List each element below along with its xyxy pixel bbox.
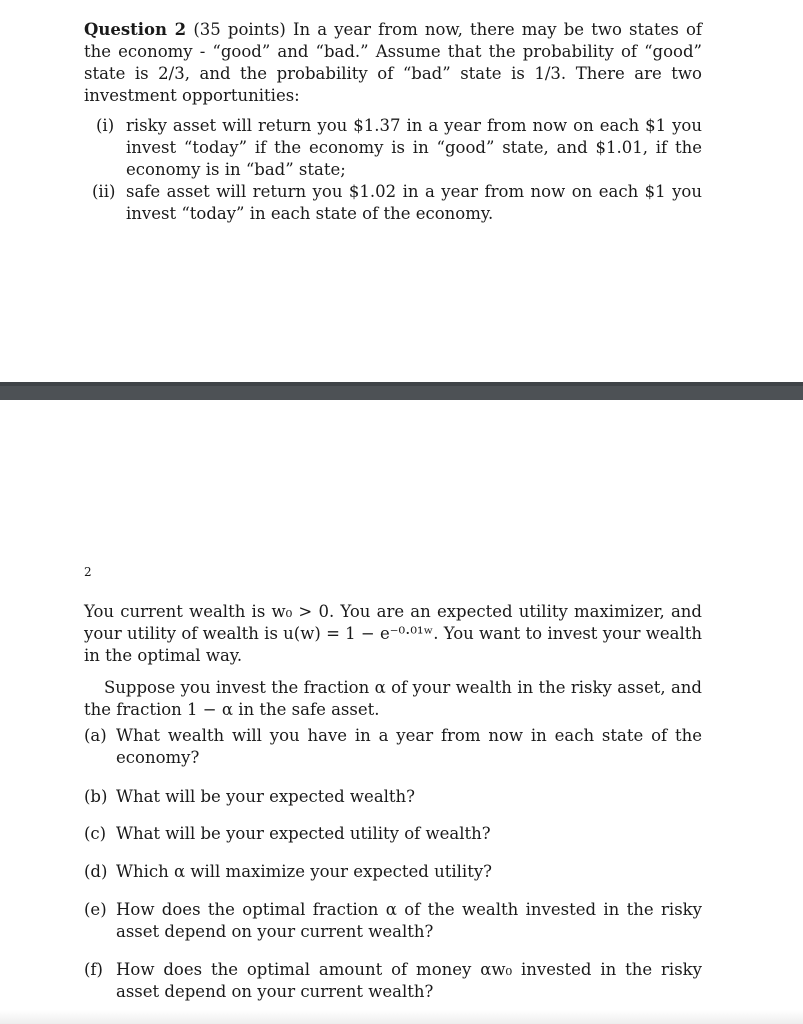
page-divider-edge xyxy=(0,382,803,386)
part-text: How does the optimal fraction α of the wealth invested in the risky asset depend on your current wealth? xyxy=(116,900,702,941)
list-item-i xyxy=(96,115,702,181)
part-b xyxy=(84,786,702,808)
part-d xyxy=(84,861,702,883)
suppose-paragraph: Suppose you invest the fraction α of your wealth in the risky asset, and the fraction 1 − α in the safe asset. xyxy=(84,678,702,719)
list-item-label: (ii) xyxy=(92,182,116,201)
part-label: (b) xyxy=(84,787,108,806)
part-label: (c) xyxy=(84,824,107,843)
page-bottom-shadow xyxy=(0,1010,803,1024)
list-item-text: safe asset will return you $1.02 in a year from now on each $1 you invest “today” in each state of the economy. xyxy=(126,182,702,223)
part-a xyxy=(84,725,702,769)
part-f xyxy=(84,959,702,1003)
list-item-ii xyxy=(92,181,702,225)
part-label: (f) xyxy=(84,960,103,979)
part-e xyxy=(84,899,702,943)
part-text: Which α will maximize your expected utility? xyxy=(116,862,492,881)
part-text: What wealth will you have in a year from now in each state of the economy? xyxy=(116,726,702,767)
part-text: How does the optimal amount of money αw₀ invested in the risky asset depend on your current wealth? xyxy=(116,960,702,1001)
part-text: What will be your expected utility of wealth? xyxy=(116,824,491,843)
page-number: 2 xyxy=(84,565,92,579)
list-item-label: (i) xyxy=(96,116,115,135)
part-text: What will be your expected wealth? xyxy=(116,787,416,806)
question-intro-paragraph xyxy=(84,19,702,107)
list-item-text: risky asset will return you $1.37 in a year from now on each $1 you invest “today” if the economy is in “good” state, and $1.01, if the economy is in “bad” state; xyxy=(126,116,702,179)
part-label: (d) xyxy=(84,862,108,881)
part-c xyxy=(84,823,702,845)
question-intro-text: (35 points) In a year from now, there may be two states of the economy - “good” and “bad.” Assume that the probability of “good” state is 2/3, and the probability of “bad” state is 1/3. There are two investment opportunities: xyxy=(84,20,702,105)
part-label: (a) xyxy=(84,726,107,745)
part-label: (e) xyxy=(84,900,107,919)
page-2 xyxy=(0,400,803,1024)
question-title: Question 2 xyxy=(84,20,187,39)
page-1 xyxy=(0,0,803,382)
wealth-paragraph: You current wealth is w₀ > 0. You are an expected utility maximizer, and your utility of wealth is u(w) = 1 − e⁻⁰·⁰¹ʷ. You want to invest your wealth in the optimal way. xyxy=(84,602,702,665)
